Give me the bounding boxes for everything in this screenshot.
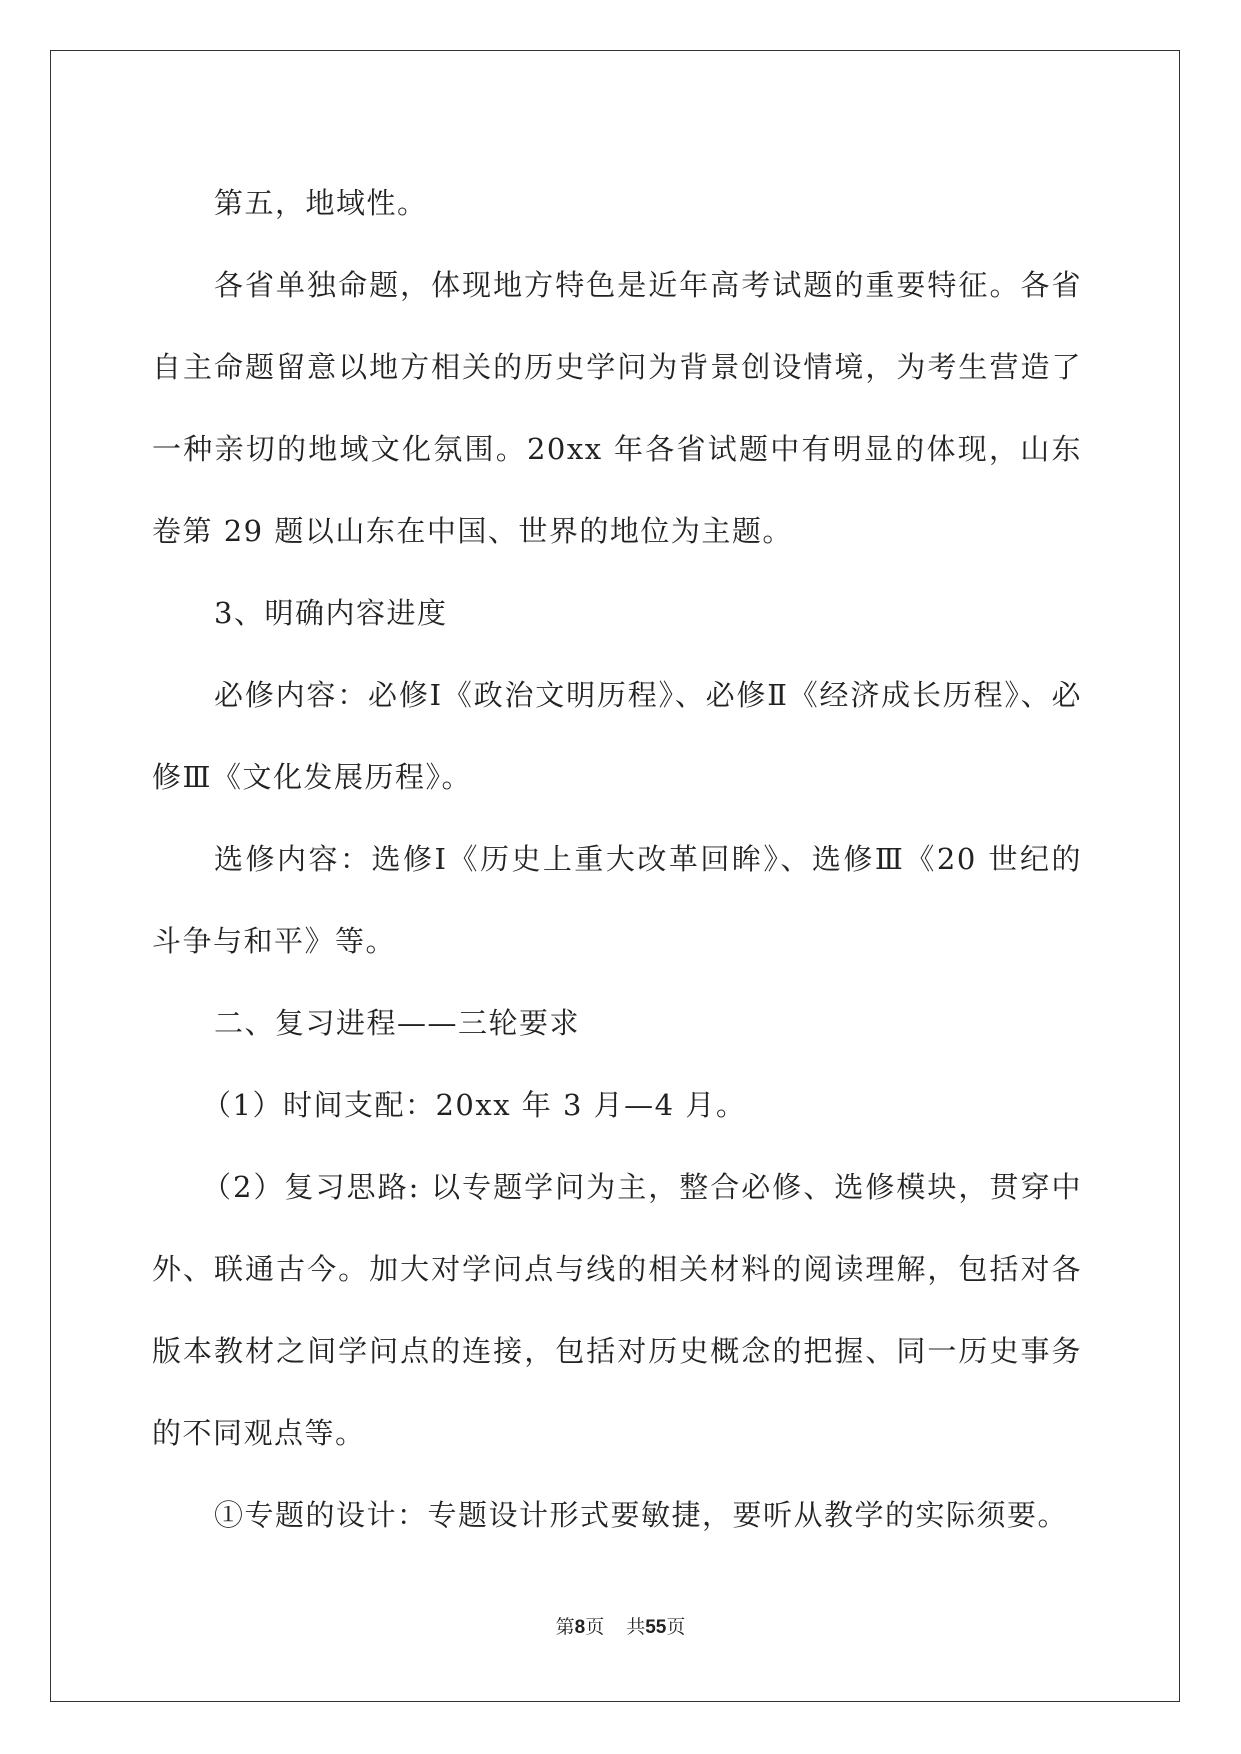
footer-total-prefix: 共 — [626, 1616, 646, 1638]
footer-prefix: 第 — [555, 1616, 575, 1638]
footer-total-suffix: 页 — [666, 1616, 686, 1638]
paragraph-regional-features: 各省单独命题，体现地方特色是近年高考试题的重要特征。各省自主命题留意以地方相关的历史学问为背景创设情境，为考生营造了一种亲切的地域文化氛围。20xx 年各省试题中有明显的体现，山东卷第 29 题以山东在中国、世界的地位为主题。 — [152, 268, 1082, 548]
paragraph-time-schedule: （1）时间支配：20xx 年 3 月—4 月。 — [202, 1088, 747, 1122]
page-footer — [0, 1612, 1241, 1639]
document-body — [152, 162, 1082, 1556]
paragraph-topic-design: ①专题的设计：专题设计形式要敏捷，要听从教学的实际须要。 — [214, 1498, 1069, 1532]
paragraph-heading-review-process: 二、复习进程——三轮要求 — [214, 1006, 581, 1040]
total-page-number: 55 — [645, 1617, 667, 1638]
current-page-number: 8 — [574, 1617, 586, 1638]
paragraph-elective-content: 选修内容：选修Ⅰ《历史上重大改革回眸》、选修Ⅲ《20 世纪的斗争与和平》等。 — [152, 842, 1082, 958]
paragraph-heading-regionality: 第五，地域性。 — [214, 186, 428, 220]
footer-page-word: 页 — [585, 1616, 605, 1638]
paragraph-required-content: 必修内容：必修Ⅰ《政治文明历程》、必修Ⅱ《经济成长历程》、必修Ⅲ《文化发展历程》。 — [152, 678, 1082, 794]
paragraph-heading-content-progress: 3、明确内容进度 — [214, 596, 448, 630]
paragraph-review-approach: （2）复习思路: 以专题学问为主，整合必修、选修模块，贯穿中外、联通古今。加大对学问点与线的相关材料的阅读理解，包括对各版本教材之间学问点的连接，包括对历史概念的把握、同一历史事务的不同观点等。 — [152, 1170, 1082, 1450]
